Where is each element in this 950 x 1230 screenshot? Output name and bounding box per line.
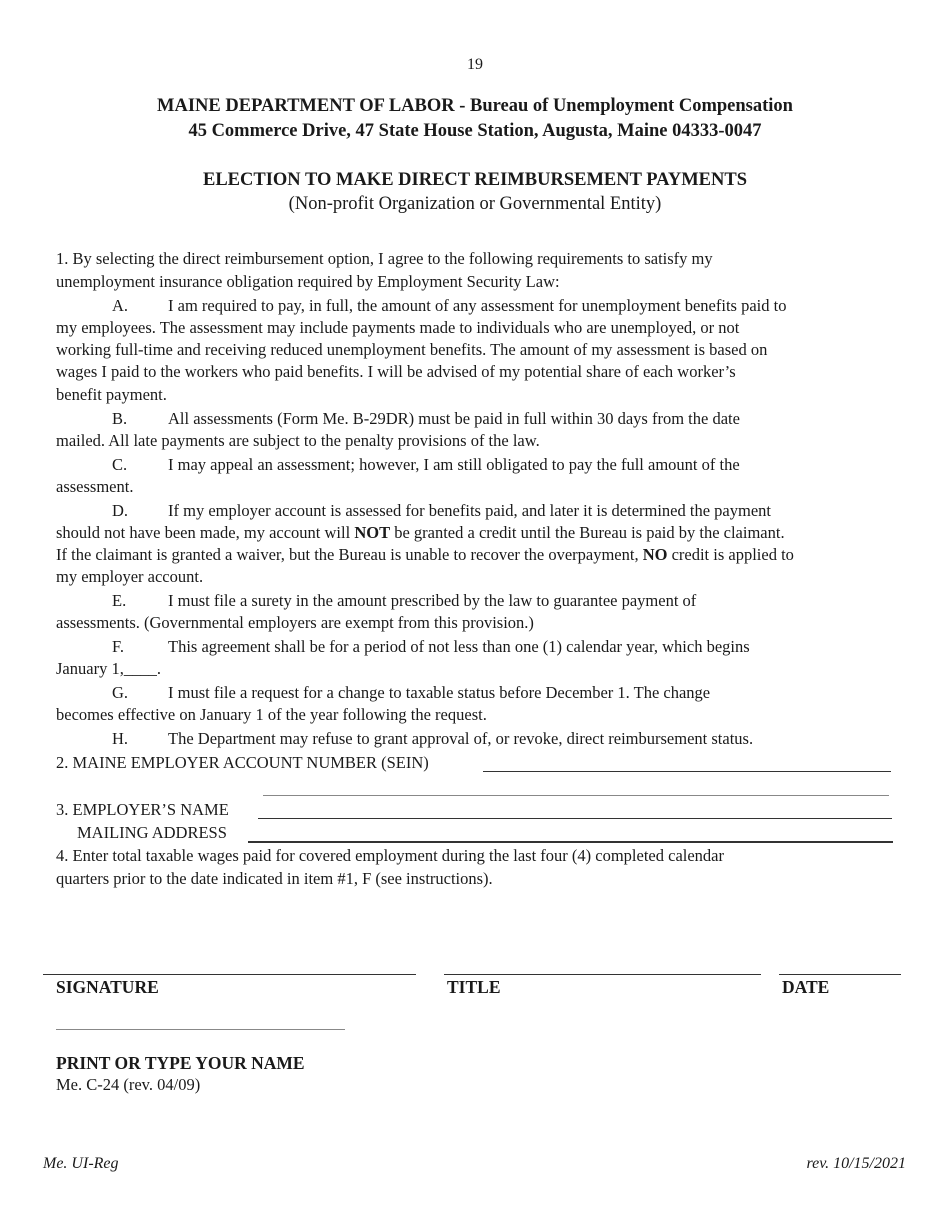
employer-name-label: 3. EMPLOYER’S NAME — [56, 800, 229, 819]
sein-label: 2. MAINE EMPLOYER ACCOUNT NUMBER (SEIN) — [56, 753, 429, 772]
item-g-line2: becomes effective on January 1 of the year following the request. — [56, 705, 487, 724]
section4-line1: 4. Enter total taxable wages paid for covered employment during the last four (4) completed calendar — [56, 846, 725, 865]
item-h-line1: The Department may refuse to grant approval of, or revoke, direct reimbursement status. — [168, 729, 754, 748]
item-a-line2: my employees. The assessment may include payments made to individuals who are unemployed, or not — [56, 318, 740, 337]
item-c-mark: C. — [112, 455, 128, 474]
page-number: 19 — [467, 56, 483, 73]
form-code: Me. C-24 (rev. 04/09) — [56, 1075, 201, 1094]
item-d-line2 — [56, 523, 785, 543]
print-name-field[interactable] — [56, 1029, 345, 1030]
item-a-line5: benefit payment. — [56, 385, 167, 404]
item-e-line2: assessments. (Governmental employers are exempt from this provision.) — [56, 613, 534, 632]
item-b-mark: B. — [112, 409, 128, 428]
item-a-mark: A. — [112, 296, 129, 315]
item-d-mark: D. — [112, 501, 129, 520]
footer-right: rev. 10/15/2021 — [806, 1155, 906, 1172]
item-h-mark: H. — [112, 729, 129, 748]
item-c-line2: assessment. — [56, 477, 134, 496]
signature-field[interactable] — [43, 974, 416, 975]
item-e-mark: E. — [112, 591, 127, 610]
footer-left: Me. UI-Reg — [43, 1155, 119, 1172]
item-d-no-emphasis: NO — [642, 545, 668, 564]
section1-intro-line2: unemployment insurance obligation required by Employment Security Law: — [56, 272, 560, 291]
item-g-line1: I must file a request for a change to taxable status before December 1. The change — [168, 683, 711, 702]
section4-line2: quarters prior to the date indicated in item #1, F (see instructions). — [56, 869, 493, 888]
title-label: TITLE — [447, 977, 501, 997]
item-a-line1: I am required to pay, in full, the amount of any assessment for unemployment benefits paid to — [168, 296, 787, 315]
item-d-line3-end: credit is applied to — [667, 545, 794, 564]
item-a-line3: working full-time and receiving reduced unemployment benefits. The amount of my assessment is based on — [56, 340, 768, 359]
item-b-line2: mailed. All late payments are subject to the penalty provisions of the law. — [56, 431, 540, 450]
item-d-line2-start: should not have been made, my account will — [56, 523, 355, 542]
sein-field[interactable] — [483, 771, 891, 772]
header-address: 45 Commerce Drive, 47 State House Station, Augusta, Maine 04333-0047 — [188, 121, 762, 141]
item-f-line1: This agreement shall be for a period of not less than one (1) calendar year, which begins — [168, 637, 750, 656]
employer-name-field[interactable] — [258, 818, 892, 819]
item-c-line1: I may appeal an assessment; however, I am still obligated to pay the full amount of the — [168, 455, 740, 474]
section1-intro-line1: 1. By selecting the direct reimbursement option, I agree to the following requirements to satisfy my — [56, 249, 713, 268]
item-d-line4: my employer account. — [56, 567, 204, 586]
item-a-line4: wages I paid to the workers who paid benefits. I will be advised of my potential share of each worker’s — [56, 362, 736, 381]
date-label: DATE — [782, 977, 830, 997]
extra-blank-line — [263, 795, 889, 796]
form-title: ELECTION TO MAKE DIRECT REIMBURSEMENT PAYMENTS — [203, 170, 747, 190]
item-d-line1: If my employer account is assessed for benefits paid, and later it is determined the payment — [168, 501, 771, 520]
title-field[interactable] — [444, 974, 761, 975]
mailing-address-label: MAILING ADDRESS — [77, 823, 227, 842]
item-d-line3 — [56, 545, 794, 565]
item-e-line1: I must file a surety in the amount prescribed by the law to guarantee payment of — [168, 591, 697, 610]
print-name-label: PRINT OR TYPE YOUR NAME — [56, 1053, 305, 1073]
item-b-line1: All assessments (Form Me. B-29DR) must be paid in full within 30 days from the date — [168, 409, 740, 428]
form-subtitle: (Non-profit Organization or Governmental Entity) — [288, 194, 662, 214]
item-g-mark: G. — [112, 683, 129, 702]
signature-label: SIGNATURE — [56, 977, 159, 997]
item-f-year-field[interactable]: January 1,____. — [56, 659, 161, 678]
mailing-address-field[interactable] — [248, 841, 893, 843]
header-agency: MAINE DEPARTMENT OF LABOR - Bureau of Unemployment Compensation — [157, 96, 793, 116]
date-field[interactable] — [779, 974, 901, 975]
item-d-line2-end: be granted a credit until the Bureau is paid by the claimant. — [390, 523, 785, 542]
item-f-mark: F. — [112, 637, 124, 656]
item-d-not-emphasis: NOT — [354, 523, 391, 542]
item-d-line3-start: If the claimant is granted a waiver, but the Bureau is unable to recover the overpayment, — [56, 545, 643, 564]
